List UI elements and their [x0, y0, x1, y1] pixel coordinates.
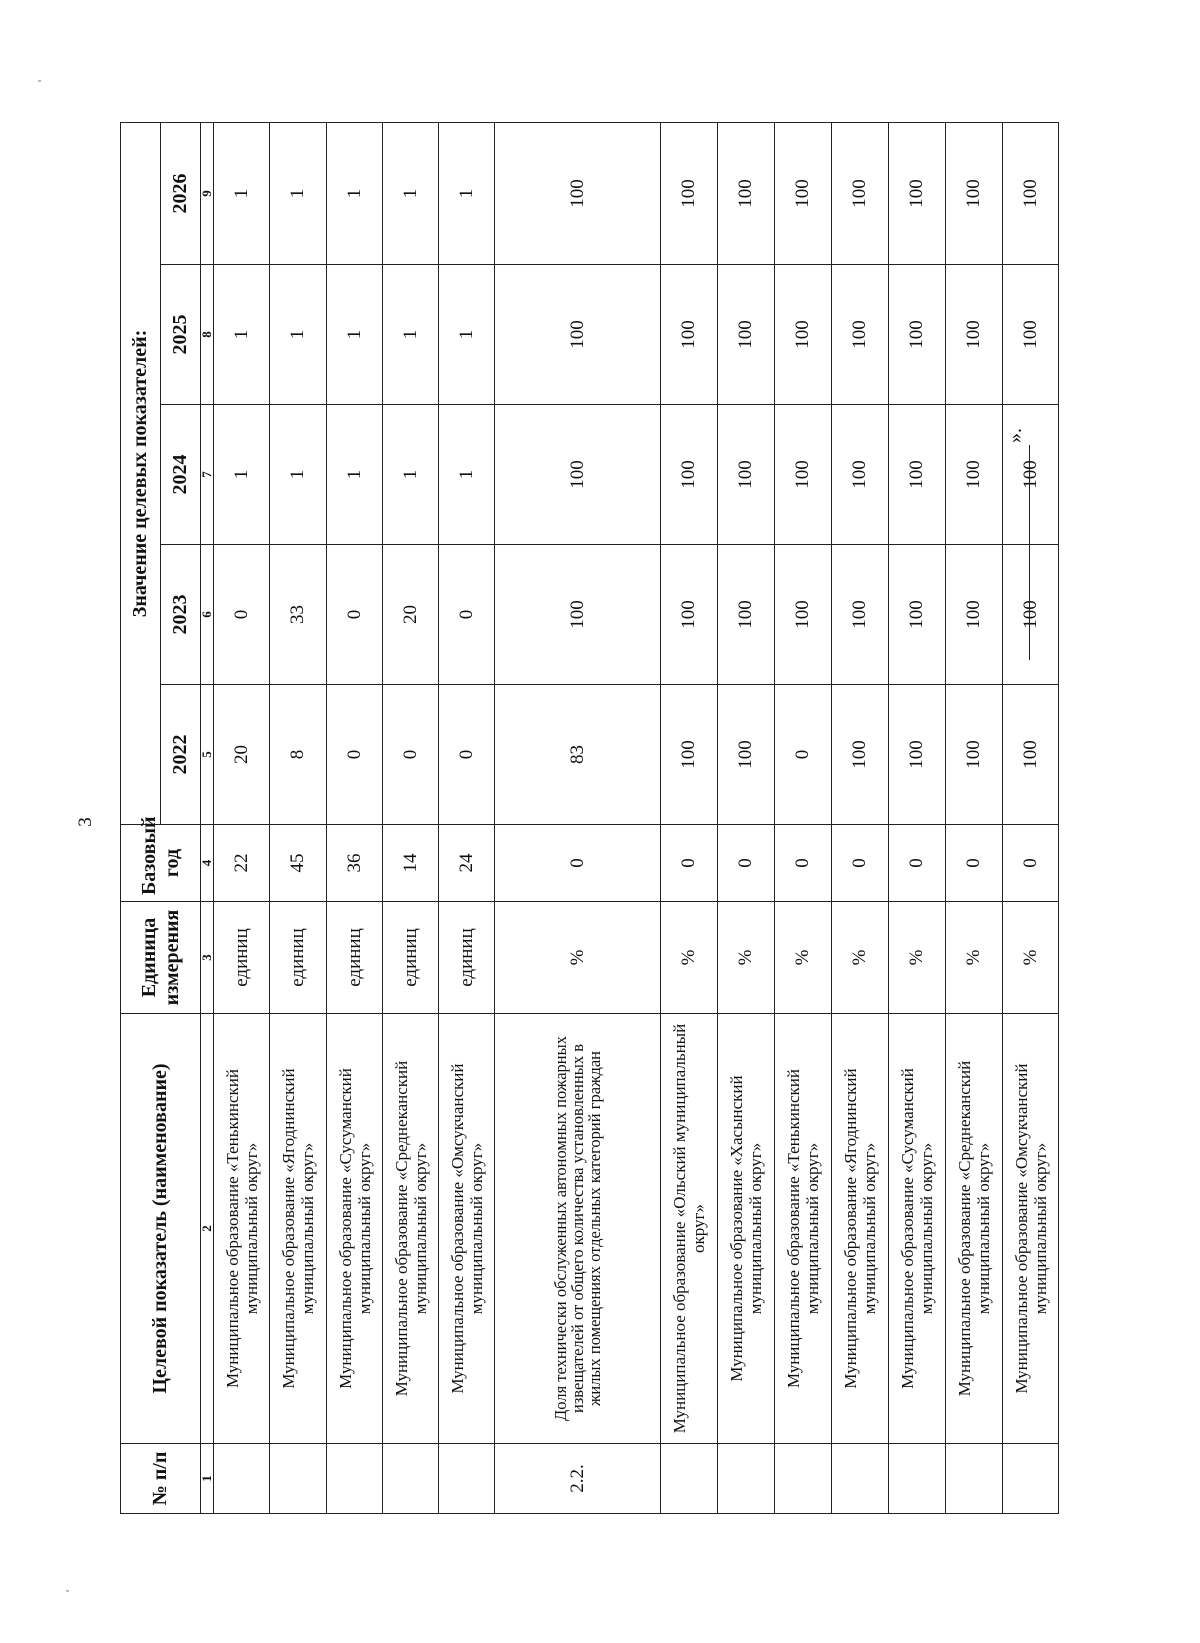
- unit-cell: единиц: [439, 902, 495, 1014]
- base-year-cell: 0: [832, 825, 889, 902]
- table-row: [495, 122, 661, 1513]
- value-2025: 100: [495, 265, 661, 405]
- column-number: 6: [201, 545, 214, 685]
- header-base-year: Базовый год: [121, 825, 201, 902]
- value-2026: 100: [775, 122, 832, 264]
- table-row: [327, 122, 383, 1513]
- value-2023: 20: [383, 545, 439, 685]
- value-2026: 100: [495, 122, 661, 264]
- unit-cell: единиц: [327, 902, 383, 1014]
- value-2024: 100: [661, 405, 718, 545]
- base-year-cell: 0: [946, 825, 1003, 902]
- indicators-table: [120, 122, 1059, 1514]
- indicator-name: Муниципальное образование «Ягоднинский муниципальный округ»: [270, 1014, 327, 1444]
- value-2023: 100: [718, 545, 775, 685]
- base-year-cell: 0: [1003, 825, 1059, 902]
- indicators-table-container: [120, 123, 1050, 1514]
- indicator-name: Доля технически обслуженных автономных пожарных извещателей от общего количества установленных в жилых помещениях отдельных категорий граждан: [495, 1014, 661, 1444]
- header-year: 2022: [161, 685, 201, 825]
- unit-cell: %: [832, 902, 889, 1014]
- indicator-name: Муниципальное образование «Среднеканский муниципальный округ»: [383, 1014, 439, 1444]
- row-number: [889, 1444, 946, 1514]
- base-year-cell: 36: [327, 825, 383, 902]
- column-number: 1: [201, 1444, 214, 1514]
- indicator-name: Муниципальное образование «Сусуманский муниципальный округ»: [327, 1014, 383, 1444]
- indicator-name: Муниципальное образование «Ольский муниципальный округ»: [661, 1014, 718, 1444]
- base-year-cell: 14: [383, 825, 439, 902]
- value-2026: 100: [889, 122, 946, 264]
- row-number: [946, 1444, 1003, 1514]
- value-2026: 100: [1003, 122, 1059, 264]
- row-number: [718, 1444, 775, 1514]
- value-2026: 100: [661, 122, 718, 264]
- column-number: 7: [201, 405, 214, 545]
- scan-speck: [38, 80, 41, 82]
- value-2023: 100: [775, 545, 832, 685]
- unit-cell: %: [946, 902, 1003, 1014]
- value-2022: 100: [832, 685, 889, 825]
- indicator-name: Муниципальное образование «Омсукчанский муниципальный округ»: [1003, 1014, 1059, 1444]
- row-number: [214, 1444, 270, 1514]
- row-number: [383, 1444, 439, 1514]
- indicator-name: Муниципальное образование «Хасынский муниципальный округ»: [718, 1014, 775, 1444]
- row-number: [775, 1444, 832, 1514]
- value-2025: 1: [270, 265, 327, 405]
- indicator-name: Муниципальное образование «Среднеканский муниципальный округ»: [946, 1014, 1003, 1444]
- value-2024: 100: [495, 405, 661, 545]
- base-year-cell: 0: [495, 825, 661, 902]
- header-year: 2026: [161, 122, 201, 264]
- header-values-group: Значение целевых показателей:: [121, 122, 161, 824]
- header-unit: Единица измерения: [121, 902, 201, 1014]
- value-2024: 1: [439, 405, 495, 545]
- indicator-name: Муниципальное образование «Тенькинский муниципальный округ»: [775, 1014, 832, 1444]
- value-2025: 1: [214, 265, 270, 405]
- table-row: [439, 122, 495, 1513]
- base-year-cell: 0: [661, 825, 718, 902]
- table-row: [775, 122, 832, 1513]
- unit-cell: единиц: [270, 902, 327, 1014]
- value-2024: 1: [383, 405, 439, 545]
- base-year-cell: 22: [214, 825, 270, 902]
- column-number: 2: [201, 1014, 214, 1444]
- value-2023: 100: [889, 545, 946, 685]
- value-2025: 1: [439, 265, 495, 405]
- value-2024: 100: [832, 405, 889, 545]
- value-2025: 100: [718, 265, 775, 405]
- value-2023: 100: [661, 545, 718, 685]
- value-2025: 100: [832, 265, 889, 405]
- value-2026: 1: [270, 122, 327, 264]
- unit-cell: %: [775, 902, 832, 1014]
- value-2022: 0: [327, 685, 383, 825]
- value-2022: 0: [439, 685, 495, 825]
- closing-line: [1000, 360, 1034, 660]
- table-row: [270, 122, 327, 1513]
- value-2023: 100: [495, 545, 661, 685]
- base-year-cell: 45: [270, 825, 327, 902]
- value-2023: 33: [270, 545, 327, 685]
- column-number: 4: [201, 825, 214, 902]
- value-2025: 100: [661, 265, 718, 405]
- value-2026: 100: [832, 122, 889, 264]
- value-2022: 0: [775, 685, 832, 825]
- table-row: [718, 122, 775, 1513]
- value-2024: 1: [214, 405, 270, 545]
- header-year: 2025: [161, 265, 201, 405]
- row-number: [270, 1444, 327, 1514]
- column-number: 9: [201, 122, 214, 264]
- value-2022: 100: [946, 685, 1003, 825]
- value-2024: 100: [1003, 405, 1059, 545]
- scan-speck: [66, 1590, 69, 1592]
- table-row: [946, 122, 1003, 1513]
- table-row: [214, 122, 270, 1513]
- value-2024: 100: [718, 405, 775, 545]
- value-2022: 20: [214, 685, 270, 825]
- unit-cell: %: [1003, 902, 1059, 1014]
- value-2023: 100: [1003, 545, 1059, 685]
- value-2025: 1: [327, 265, 383, 405]
- page-number: 3: [75, 817, 96, 827]
- value-2025: 100: [946, 265, 1003, 405]
- header-year: 2024: [161, 405, 201, 545]
- unit-cell: единиц: [383, 902, 439, 1014]
- row-number: [1003, 1444, 1059, 1514]
- base-year-cell: 24: [439, 825, 495, 902]
- value-2024: 1: [270, 405, 327, 545]
- value-2024: 100: [946, 405, 1003, 545]
- indicator-name: Муниципальное образование «Сусуманский муниципальный округ»: [889, 1014, 946, 1444]
- base-year-cell: 0: [889, 825, 946, 902]
- value-2025: 100: [775, 265, 832, 405]
- table-row: [1003, 122, 1059, 1513]
- table-body: [214, 122, 1059, 1513]
- value-2023: 0: [214, 545, 270, 685]
- base-year-cell: 0: [775, 825, 832, 902]
- row-number: [832, 1444, 889, 1514]
- table-row: [889, 122, 946, 1513]
- value-2026: 1: [439, 122, 495, 264]
- indicator-name: Муниципальное образование «Ягоднинский муниципальный округ»: [832, 1014, 889, 1444]
- value-2022: 83: [495, 685, 661, 825]
- value-2026: 1: [214, 122, 270, 264]
- column-number: 8: [201, 265, 214, 405]
- value-2026: 100: [946, 122, 1003, 264]
- value-2026: 1: [383, 122, 439, 264]
- value-2022: 100: [1003, 685, 1059, 825]
- value-2022: 100: [718, 685, 775, 825]
- row-number: [439, 1444, 495, 1514]
- value-2024: 100: [775, 405, 832, 545]
- indicator-name: Муниципальное образование «Тенькинский муниципальный округ»: [214, 1014, 270, 1444]
- value-2022: 8: [270, 685, 327, 825]
- table-row: [383, 122, 439, 1513]
- unit-cell: %: [661, 902, 718, 1014]
- header-year: 2023: [161, 545, 201, 685]
- value-2026: 100: [718, 122, 775, 264]
- value-2022: 100: [661, 685, 718, 825]
- value-2023: 100: [832, 545, 889, 685]
- value-2025: 1: [383, 265, 439, 405]
- unit-cell: %: [889, 902, 946, 1014]
- value-2025: 100: [1003, 265, 1059, 405]
- header-number: № п/п: [121, 1444, 201, 1514]
- value-2023: 0: [439, 545, 495, 685]
- value-2023: 0: [327, 545, 383, 685]
- base-year-cell: 0: [718, 825, 775, 902]
- value-2024: 100: [889, 405, 946, 545]
- column-number: 3: [201, 902, 214, 1014]
- indicator-name: Муниципальное образование «Омсукчанский муниципальный округ»: [439, 1014, 495, 1444]
- table-row: [661, 122, 718, 1513]
- column-number: 5: [201, 685, 214, 825]
- unit-cell: %: [495, 902, 661, 1014]
- unit-cell: единиц: [214, 902, 270, 1014]
- value-2025: 100: [889, 265, 946, 405]
- row-number: 2.2.: [495, 1444, 661, 1514]
- table-row: [832, 122, 889, 1513]
- header-indicator-name: Целевой показатель (наименование): [121, 1014, 201, 1444]
- closing-mark: ».: [1004, 428, 1026, 443]
- value-2024: 1: [327, 405, 383, 545]
- underline-rule: [1029, 445, 1030, 660]
- value-2023: 100: [946, 545, 1003, 685]
- value-2026: 1: [327, 122, 383, 264]
- value-2022: 0: [383, 685, 439, 825]
- value-2022: 100: [889, 685, 946, 825]
- row-number: [661, 1444, 718, 1514]
- row-number: [327, 1444, 383, 1514]
- unit-cell: %: [718, 902, 775, 1014]
